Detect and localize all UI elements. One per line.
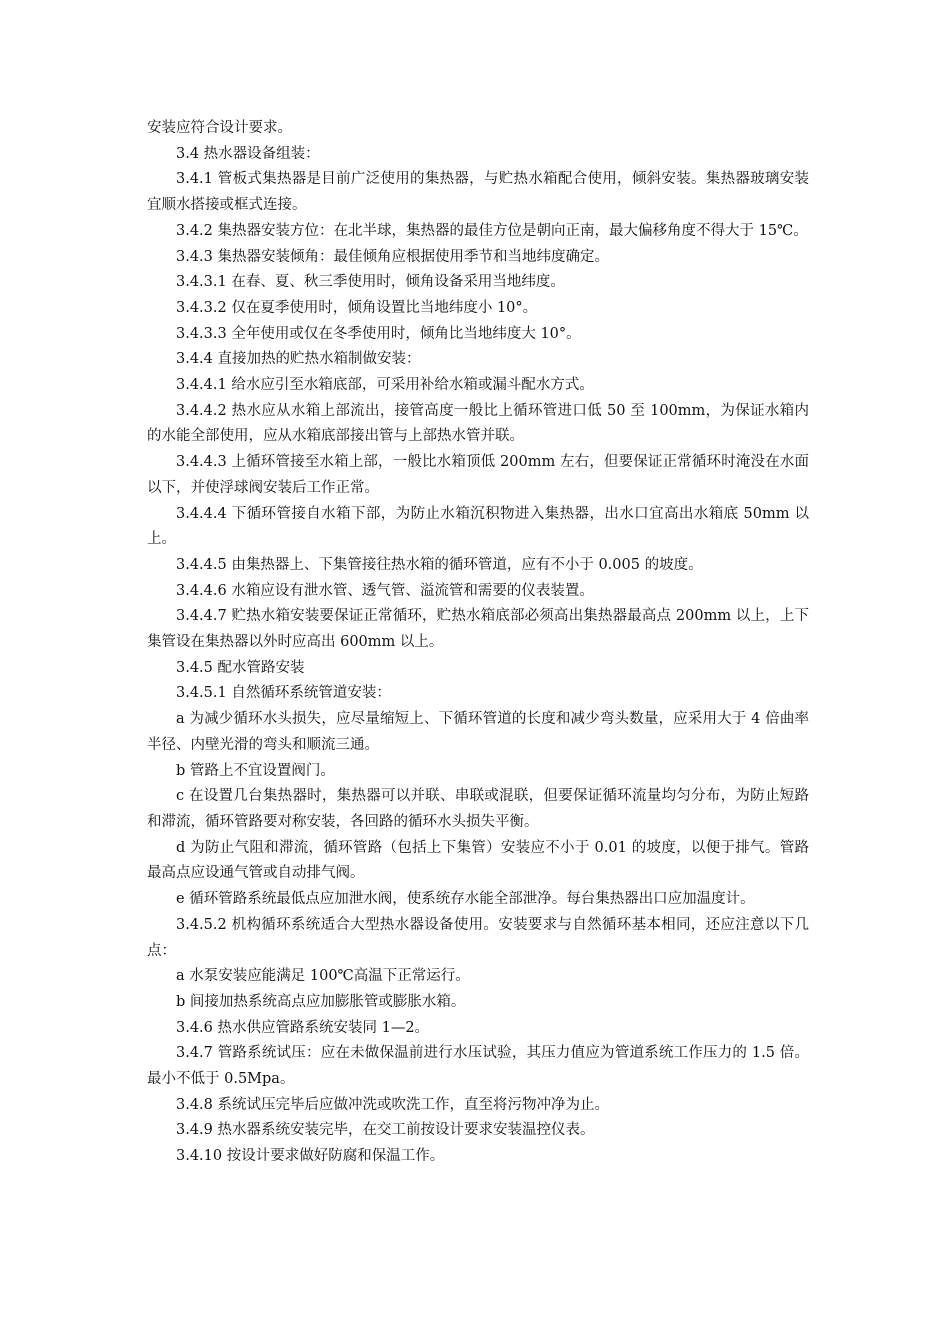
- paragraph: 3.4.5.2 机构循环系统适合大型热水器设备使用。安装要求与自然循环基本相同，还应注意以下几点：: [147, 916, 809, 959]
- document-page: [147, 116, 809, 1170]
- paragraph: 3.4.7 管路系统试压：应在未做保温前进行水压试验，其压力值应为管道系统工作压力的 1.5 倍。最小不低于 0.5Mpa。: [147, 1045, 809, 1088]
- paragraph: b 管路上不宜设置阀门。: [176, 762, 335, 779]
- paragraph: b 间接加热系统高点应加膨胀管或膨胀水箱。: [176, 993, 466, 1010]
- paragraph: 3.4.4.3 上循环管接至水箱上部，一般比水箱顶低 200mm 左右，但要保证正常循环时淹没在水面以下，并使浮球阀安装后工作正常。: [147, 454, 809, 496]
- paragraph: 3.4.4.6 水箱应设有泄水管、透气管、溢流管和需要的仪表装置。: [176, 582, 594, 599]
- paragraph: a 水泵安装应能满足 100℃高温下正常运行。: [176, 968, 470, 985]
- paragraph: 3.4.3.3 全年使用或仅在冬季使用时，倾角比当地纬度大 10°。: [176, 325, 581, 342]
- paragraph: 3.4.3.1 在春、夏、秋三季使用时，倾角设备采用当地纬度。: [176, 274, 565, 291]
- paragraph: 3.4.4.2 热水应从水箱上部流出，接管高度一般比上循环管进口低 50 至 100mm，为保证水箱内的水能全部使用，应从水箱底部接出管与上部热水管并联。: [147, 402, 809, 445]
- paragraph: 3.4.4.5 由集热器上、下集管接往热水箱的循环管道，应有不小于 0.005 的坡度。: [176, 556, 703, 573]
- paragraph: 3.4.8 系统试压完毕后应做冲洗或吹洗工作，直至将污物冲净为止。: [176, 1096, 610, 1113]
- paragraph: 3.4.4.4 下循环管接自水箱下部，为防止水箱沉积物进入集热器，出水口宜高出水箱底 50mm 以上。: [147, 505, 809, 548]
- paragraph: 3.4.5.1 自然循环系统管道安装：: [176, 685, 391, 702]
- paragraph: d 为防止气阻和滞流，循环管路（包括上下集管）安装应不小于 0.01 的坡度，以便于排气。管路最高点应设通气管或自动排气阀。: [147, 839, 809, 882]
- paragraph: 3.4.6 热水供应管路系统安装同 1—2。: [176, 1019, 430, 1036]
- paragraph: 3.4.4.1 给水应引至水箱底部，可采用补给水箱或漏斗配水方式。: [176, 377, 594, 394]
- paragraph: 3.4.1 管板式集热器是目前广泛使用的集热器，与贮热水箱配合使用，倾斜安装。集热器玻璃安装宜顺水搭接或框式连接。: [147, 171, 809, 214]
- paragraph: 3.4.4.7 贮热水箱安装要保证正常循环，贮热水箱底部必须高出集热器最高点 200mm 以上，上下集管设在集热器以外时应高出 600mm 以上。: [147, 608, 809, 651]
- paragraph: a 为减少循环水头损失，应尽量缩短上、下循环管道的长度和减少弯头数量，应采用大于 4 倍曲率半径、内壁光滑的弯头和顺流三通。: [147, 711, 809, 753]
- paragraph: 3.4.10 按设计要求做好防腐和保温工作。: [176, 1148, 445, 1165]
- paragraph: 3.4.9 热水器系统安装完毕，在交工前按设计要求安装温控仪表。: [176, 1122, 595, 1139]
- paragraph: 3.4.5 配水管路安装: [176, 659, 305, 676]
- paragraph: 3.4 热水器设备组装：: [176, 145, 320, 162]
- paragraph: 3.4.3 集热器安装倾角：最佳倾角应根据使用季节和当地纬度确定。: [176, 248, 610, 265]
- paragraph: e 循环管路系统最低点应加泄水阀，使系统存水能全部泄净。每台集热器出口应加温度计。: [176, 891, 755, 908]
- paragraph: 3.4.2 集热器安装方位：在北半球，集热器的最佳方位是朝向正南，最大偏移角度不得大于 15℃。: [176, 222, 808, 239]
- paragraph: 安装应符合设计要求。: [147, 120, 292, 136]
- paragraph: c 在设置几台集热器时，集热器可以并联、串联或混联，但要保证循环流量均匀分布，为防止短路和滞流，循环管路要对称安装，各回路的循环水头损失平衡。: [147, 788, 809, 830]
- paragraph: 3.4.3.2 仅在夏季使用时，倾角设置比当地纬度小 10°。: [176, 299, 538, 316]
- paragraph: 3.4.4 直接加热的贮热水箱制做安装：: [176, 351, 421, 368]
